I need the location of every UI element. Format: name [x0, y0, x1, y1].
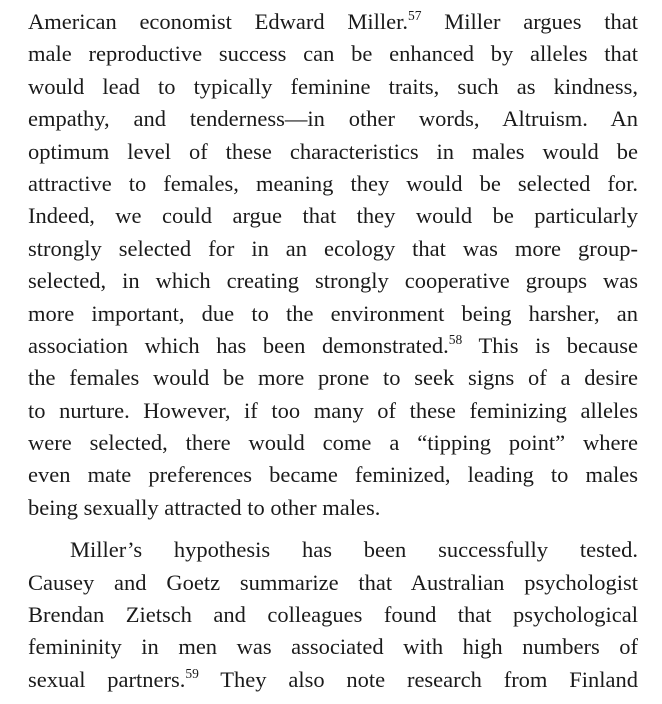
text-run: would lead to typically feminine traits, such as kindness,: [28, 73, 638, 99]
text-line: [28, 631, 638, 663]
text-line: [28, 492, 638, 524]
text-run: male reproductive success can be enhanced by alleles that: [28, 41, 638, 67]
text-run: attractive to females, meaning they would be selected for.: [28, 170, 638, 196]
text-run: American economist Edward Miller.: [28, 9, 408, 34]
text-run: Brendan Zietsch and colleagues found that psychological: [28, 602, 638, 628]
text-line: [28, 599, 638, 631]
footnote-reference: 58: [448, 331, 463, 347]
text-run: the females would be more prone to seek signs of a desire: [28, 365, 638, 391]
text-run: Miller’s hypothesis has been successfully tested.: [70, 537, 638, 563]
text-run: selected, in which creating strongly cooperative groups was: [28, 268, 638, 294]
text-run: Miller argues that: [421, 9, 639, 34]
text-run: were selected, there would come a “tipping point” where: [28, 430, 638, 456]
text-line: [28, 330, 638, 362]
text-run: This is because: [462, 332, 638, 358]
text-run: to nurture. However, if too many of these feminizing alleles: [28, 397, 638, 423]
text-line: [28, 136, 638, 168]
text-run: empathy, and tenderness—in other words, Altruism. An: [28, 106, 638, 132]
text-run: femininity in men was associated with high numbers of: [28, 634, 638, 660]
text-run: strongly selected for in an ecology that was more group-: [28, 235, 638, 261]
text-line: [28, 6, 638, 38]
text-line: [28, 168, 638, 200]
text-line: [28, 362, 638, 394]
text-run: sexual partners.: [28, 666, 186, 692]
text-run: Causey and Goetz summarize that Australian psychologist: [28, 569, 638, 595]
text-line: [28, 233, 638, 265]
text-line: [28, 534, 638, 566]
text-run: optimum level of these characteristics in males would be: [28, 138, 638, 164]
text-run: association which has been demonstrated.: [28, 332, 449, 358]
text-line: [28, 265, 638, 297]
body-text: [28, 6, 638, 696]
text-line: [28, 103, 638, 135]
text-line: [28, 567, 638, 599]
text-line: [28, 664, 638, 696]
text-line: [28, 71, 638, 103]
text-line: [28, 395, 638, 427]
footnote-reference: 57: [408, 8, 422, 23]
text-line: [28, 459, 638, 491]
text-run: They also note research from Finland: [198, 666, 638, 692]
text-line: [28, 298, 638, 330]
text-run: Indeed, we could argue that they would be particularly: [28, 203, 638, 229]
paragraph: [28, 6, 638, 524]
footnote-reference: 59: [185, 665, 199, 681]
paragraph: [28, 534, 638, 696]
text-line: [28, 200, 638, 232]
text-run: more important, due to the environment being harsher, an: [28, 300, 638, 326]
text-run: being sexually attracted to other males.: [28, 494, 381, 520]
text-line: [28, 38, 638, 70]
text-line: [28, 427, 638, 459]
text-run: even mate preferences became feminized, leading to males: [28, 462, 638, 488]
document-page: [28, 6, 638, 696]
